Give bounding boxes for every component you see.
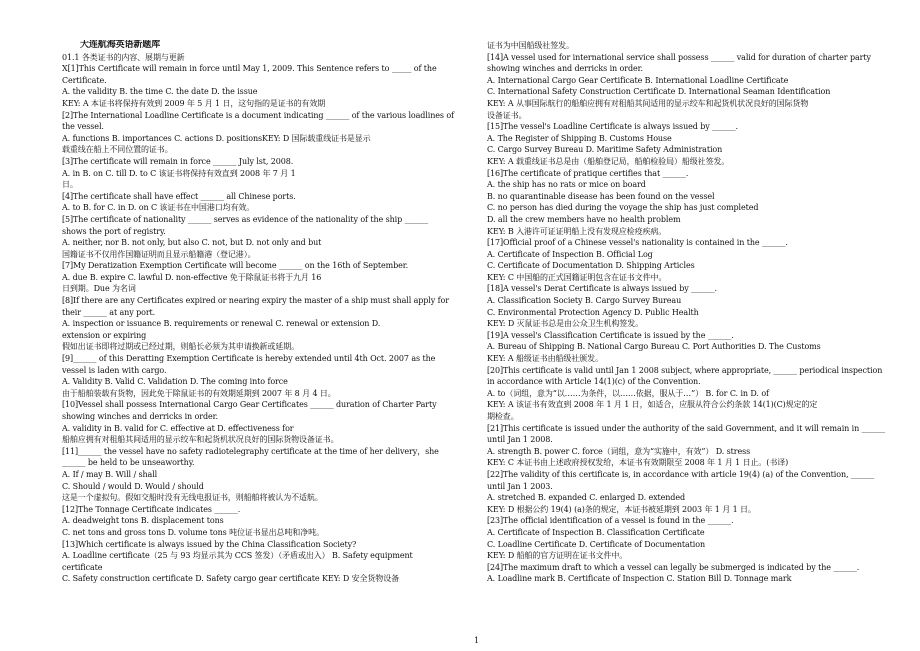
text-line: 01.1 各类证书的内容、展期与更新 [62, 52, 185, 62]
text-line: A. functions B. importances C. actions D. positionsKEY: D 国际载重线证书是显示 [62, 133, 371, 143]
text-line: KEY: D 船舶的官方证明在证书文件中。 [487, 551, 628, 561]
text-line: the vessel. [62, 122, 104, 132]
text-line: [2]The International Loadline Certificate is a document indicating ______ of the various loadlines of [62, 110, 454, 120]
text-line: C. Loadline Certificate D. Certificate of Documentation [487, 539, 706, 549]
text-line: KEY: A 本证书将保持有效到 2009 年 5 月 1 日，这句指的是证书的有效期 [62, 98, 326, 108]
text-line: until Jan 1 2008. [487, 435, 553, 445]
page-number: 1 [474, 636, 480, 645]
text-line: Certificate. [62, 75, 107, 85]
text-line: KEY: C 本证书由上述政府授权发给，本证书有效期限至 2008 年 1 月 1 日止。(书译) [487, 458, 789, 468]
text-line: C. no person has died during the voyage the ship has just completed [487, 203, 759, 213]
text-line: extension or expiring [62, 330, 147, 340]
text-line: [9]______ of this Deratting Exemption Certificate is hereby extended until 4th Oct. 2007 as the [62, 354, 436, 364]
text-line: 期检查。 [487, 412, 519, 421]
text-line: A. validity in B. valid for C. effective at D. effectiveness for [62, 423, 294, 433]
text-line: 证书为中国船级社签发。 [487, 41, 574, 50]
text-line: in accordance with Article 14(1)(c) of the Convention. [487, 377, 701, 387]
text-line: KEY: A 载重线证书总是由（船舶登记局，船舶检验局）船级社签发。 [487, 156, 730, 166]
text-line: A. Loadline mark B. Certificate of Inspection C. Station Bill D. Tonnage mark [487, 574, 792, 584]
text-line: A. the ship has no rats or mice on board [487, 180, 646, 190]
text-line: certificate [62, 562, 103, 572]
text-line: A. Bureau of Shipping B. National Cargo Bureau C. Port Authorities D. The Customs [487, 342, 821, 352]
text-line: [23]The official identification of a vessel is found in the ______. [487, 516, 734, 526]
text-line: A. International Cargo Gear Certificate B. International Loadline Certificate [487, 75, 789, 85]
text-line: [3]The certificate will remain in force ______ July lst, 2008. [62, 156, 294, 166]
text-line: 国籍证书不仅用作国籍证明而且显示船籍港（登记港）。 [62, 249, 256, 259]
text-line: [14]A vessel used for international service shall possess ______ valid for duration of charter party [487, 52, 871, 62]
text-line: [15]The vessel's Loadline Certificate is always issued by ______. [487, 122, 738, 132]
text-line: A. neither, nor B. not only, but also C. not, but D. not only and but [62, 238, 322, 248]
text-line: 设备证书。 [487, 110, 527, 120]
text-line: [11]______ the vessel have no safety radiotelegraphy certificate at the time of her delivery，she [62, 446, 439, 456]
text-line: KEY: A 从事国际航行的船舶应拥有对租船其间适用的显示绞车和起货机状况良好的国际货物 [487, 98, 809, 108]
text-line: A. in B. on C. till D. to C 该证书将保持有效直到 2008 年 7 月 1 [62, 168, 296, 178]
text-line: [4]The certificate shall have effect ______ all Chinese ports. [62, 191, 296, 201]
text-line: 这是一个虚拟句。假如交船时没有无线电报证书，则船舶将被认为不适航。 [62, 493, 323, 503]
text-line: until Jan 1 2003. [487, 481, 553, 491]
text-line: A. If / may B. Will / shall [62, 469, 158, 479]
text-line: A. to（词组，意为“以……为条件，以……依据，服从于…”） B. for C. in D. of [487, 388, 769, 398]
text-line: ______ be held to be unseaworthy. [62, 458, 195, 468]
text-line: A. strength B. power C. force（词组，意为“实施中，有效”） D. stress [487, 446, 751, 456]
text-line: A. The Register of Shipping B. Customs House [487, 133, 672, 143]
text-line: A. inspection or issuance B. requirements or renewal C. renewal or extension D. [62, 319, 381, 329]
text-line: 由于船舶装载有货物，因此免于除鼠证书的有效期延期到 2007 年 8 月 4 日。 [62, 388, 336, 398]
text-line: C. Safety construction certificate D. Safety cargo gear certificate KEY: D 安全货物设备 [62, 574, 399, 584]
text-line: 日。 [62, 180, 78, 190]
text-line: [10]Vessel shall possess International Cargo Gear Certificates ______ duration of Charter Party [62, 400, 437, 410]
text-line: A. to B. for C. in D. on C 该证书在中国港口均有效。 [62, 203, 255, 213]
text-line: showing winches and derricks in order. [62, 412, 218, 421]
text-line: [7]My Deratization Exemption Certificate will become ______ on the 16th of September. [62, 261, 409, 271]
document-title: 大连航海英语新题库 [80, 40, 161, 50]
text-line: [8]If there are any Certificates expired or nearing expiry the master of a ship must shall apply for [62, 296, 449, 306]
text-line: vessel is laden with cargo. [62, 365, 167, 375]
text-line: KEY: D 根据公约 19(4) (a)条的规定，本证书被延期到 2003 年 1 月 1 日。 [487, 504, 756, 514]
text-line: showing winches and derricks in order. [487, 64, 643, 74]
text-line: [24]The maximum draft to which a vessel can legally be submerged is indicated by the ______. [487, 562, 860, 572]
text-line: KEY: D 灭鼠证书总是由公众卫生机构签发。 [487, 319, 644, 329]
text-line: X[1]This Certificate will remain in force until May 1, 2009. This Sentence refers to _____ of the [62, 64, 437, 74]
text-line: [16]The certificate of pratique certifies that ______. [487, 168, 689, 178]
text-line: C. net tons and gross tons D. volume tons 吨位证书显出总吨和净吨。 [62, 527, 324, 537]
text-line: B. no quarantinable disease has been found on the vessel [487, 191, 715, 201]
left-column [62, 40, 464, 585]
text-line: A. Loadline certificate（25 与 93 均显示其为 CCS 签发）（矛盾或出入） B. Safety equipment [62, 551, 413, 561]
text-line: C. Cargo Survey Bureau D. Maritime Safety Administration [487, 145, 723, 155]
text-line: A. Classification Society B. Cargo Survey Bureau [487, 296, 682, 306]
text-line: A. Certificate of Inspection B. Official Log [487, 249, 653, 259]
text-line: [17]Official proof of a Chinese vessel's nationality is contained in the ______. [487, 238, 788, 248]
text-line: [20]This certificate is valid until Jan 1 2008 subject, where appropriate, ______ periodical inspection [487, 365, 883, 375]
text-line: C. International Safety Construction Certificate D. International Seaman Identification [487, 87, 831, 97]
text-line: [13]Which certificate is always issued by the China Classification Society? [62, 539, 357, 549]
text-line: A. stretched B. expanded C. enlarged D. extended [487, 493, 685, 503]
text-line: 日到期。Due 为名词 [62, 284, 136, 294]
text-line: C. Environmental Protection Agency D. Public Health [487, 307, 699, 317]
text-line: KEY: A 船级证书由船级社颁发。 [487, 354, 603, 364]
text-line: A. due B. expire C. lawful D. non-effective 免于除鼠证书将于九月 16 [62, 272, 322, 282]
text-line: [22]The validity of this certificate is, in accordance with article 19(4) (a) of the Convention, ______ [487, 469, 875, 479]
text-line: A. Validity B. Valid C. Validation D. The coming into force [62, 377, 288, 387]
text-line: [21]This certificate is issued under the authority of the said Government, and it will remain in ______ [487, 423, 886, 433]
text-line: shows the port of registry. [62, 226, 166, 236]
text-line: [12]The Tonnage Certificate indicates ______. [62, 504, 241, 514]
text-line: their ______ at any port. [62, 307, 156, 317]
text-line: KEY: B 入港许可证证明船上没有发现应检疫疾病。 [487, 226, 667, 236]
text-line: C. Should / would D. Would / should [62, 481, 204, 491]
text-line: A. deadweight tons B. displacement tons [62, 516, 224, 526]
text-line: C. Certificate of Documentation D. Shipping Articles [487, 261, 695, 271]
text-line: 假如出证书即将过期或已经过期，则船长必须为其申请换新或延期。 [62, 342, 299, 352]
text-line: A. Certificate of Inspection B. Classification Certificate [487, 527, 705, 537]
text-line: 船舶应拥有对租船其间适用的显示绞车和起货机状况良好的国际货物设备证书。 [62, 435, 339, 445]
text-line: KEY: A 该证书有效直到 2008 年 1 月 1 日，如适合，应服从符合公约条款 14(1)(C)规定的定 [487, 400, 818, 410]
text-line: A. the validity B. the time C. the date D. the issue [62, 87, 258, 97]
text-line: D. all the crew members have no health problem [487, 214, 681, 224]
right-column [487, 40, 891, 585]
text-line: KEY: C 中国船的正式国籍证明包含在证书文件中。 [487, 272, 667, 282]
text-line: [5]The certificate of nationality ______ serves as evidence of the nationality of the ship ______ [62, 214, 428, 224]
text-line: [18]A vessel's Derat Certificate is always issued by ______. [487, 284, 717, 294]
text-line: [19]A vessel's Classification Certificate is issued by the ______. [487, 330, 734, 340]
text-line: 载重线在船上不同位置的证书。 [62, 145, 173, 155]
